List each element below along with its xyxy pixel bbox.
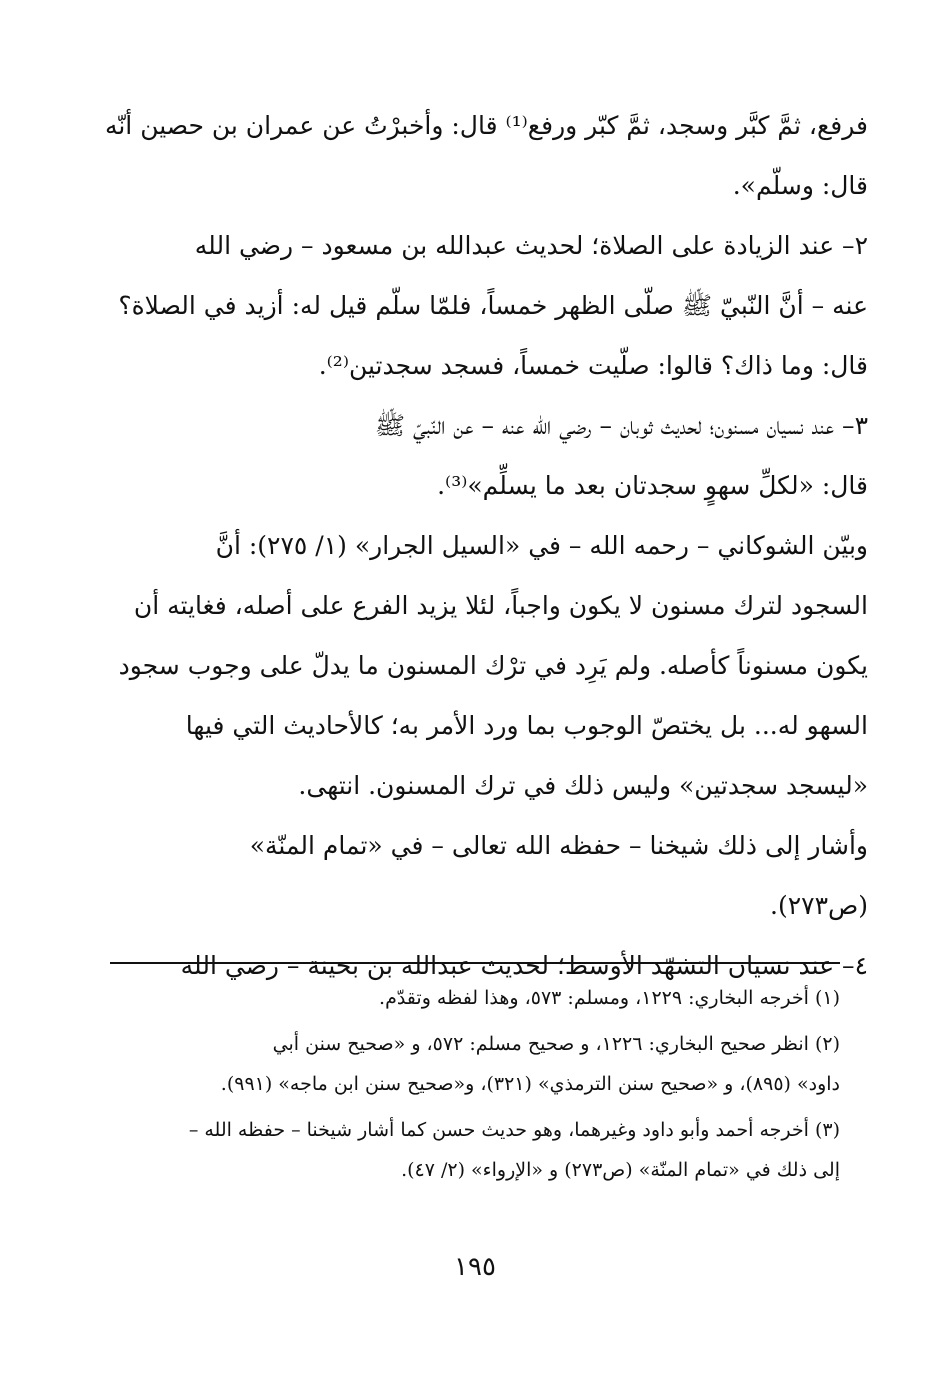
text-line: السجود لترك مسنون لا يكون واجباً، لئلا يزيد الفرع على أصله، فغايته أن [133,591,868,620]
text-line: «ليسجد سجدتين» وليس ذلك في ترك المسنون. انتهى. [298,771,868,800]
footnote-1 [82,978,840,1018]
paragraph-2 [82,216,868,396]
paragraph-1 [82,96,868,216]
page-number: ١٩٥ [454,1252,496,1282]
text-line: قال: وسلّم». [732,171,868,200]
text-line: عنه – أنَّ النّبيّ ﷺ صلّى الظهر خمساً، فلمّا سلّم قيل له: أزيد في الصلاة؟ [118,291,868,320]
footnote-3 [82,1110,840,1190]
paragraph-5 [82,816,868,936]
paragraph-3 [82,396,868,516]
text-line: فرفع، ثمَّ كبَّر وسجد، ثمَّ كبّر ورفع⁽¹⁾ قال: وأخبرْتُ عن عمران بن حصين أنّه [104,111,868,140]
text-line: ٢– عند الزيادة على الصلاة؛ لحديث عبدالله بن مسعود – رضي الله [194,231,868,260]
text-line: السهو له... بل يختصّ الوجوب بما ورد الأمر به؛ كالأحاديث التي فيها [185,711,868,740]
text-line: وبيّن الشوكاني – رحمه الله – في «السيل الجرار» (١/ ٢٧٥): أنَّ [215,531,868,560]
footnote-line: داود» (٨٩٥)، و «صحيح سنن الترمذي» (٣٢١)، و«صحيح سنن ابن ماجه» (٩٩١). [220,1073,840,1095]
footnote-line: إلى ذلك في «تمام المنّة» (ص٢٧٣) و «الإرواء» (٢/ ٤٧). [401,1159,840,1181]
text-line: (ص٢٧٣). [770,891,868,920]
paragraph-4 [82,516,868,816]
footnotes [82,978,840,1196]
main-text [82,96,868,996]
text-line: قال: «لكلِّ سهوٍ سجدتان بعد ما يسلِّم»⁽³⁾. [437,471,868,500]
footnote-separator [110,962,840,964]
text-line: يكون مسنوناً كأصله. ولم يَرِد في ترْك المسنون ما يدلّ على وجوب سجود [118,651,868,680]
footnote-line: (٢) انظر صحيح البخاري: ١٢٢٦، و صحيح مسلم: ٥٧٢، و «صحيح سنن أبي [272,1033,840,1055]
footnote-2 [82,1024,840,1104]
text-line: ٣– عند نسيان مسنون؛ لحديث ثوبان – رضي الله عنه – عن النّبيّ ﷺ [374,411,868,440]
footnote-line: (٣) أخرجه أحمد وأبو داود وغيرهما، وهو حديث حسن كما أشار شيخنا – حفظه الله – [188,1119,840,1141]
text-line: وأشار إلى ذلك شيخنا – حفظه الله تعالى – في «تمام المنّة» [249,831,868,860]
text-line: ٤– عند نسيان التشهّد الأوسط؛ لحديث عبدالله بن بحينة – رضي الله [180,951,868,980]
footnote-line: (١) أخرجه البخاري: ١٢٢٩، ومسلم: ٥٧٣، وهذا لفظه وتقدّم. [379,987,840,1009]
text-line: قال: وما ذاك؟ قالوا: صلّيت خمساً، فسجد سجدتين⁽²⁾. [318,351,868,380]
